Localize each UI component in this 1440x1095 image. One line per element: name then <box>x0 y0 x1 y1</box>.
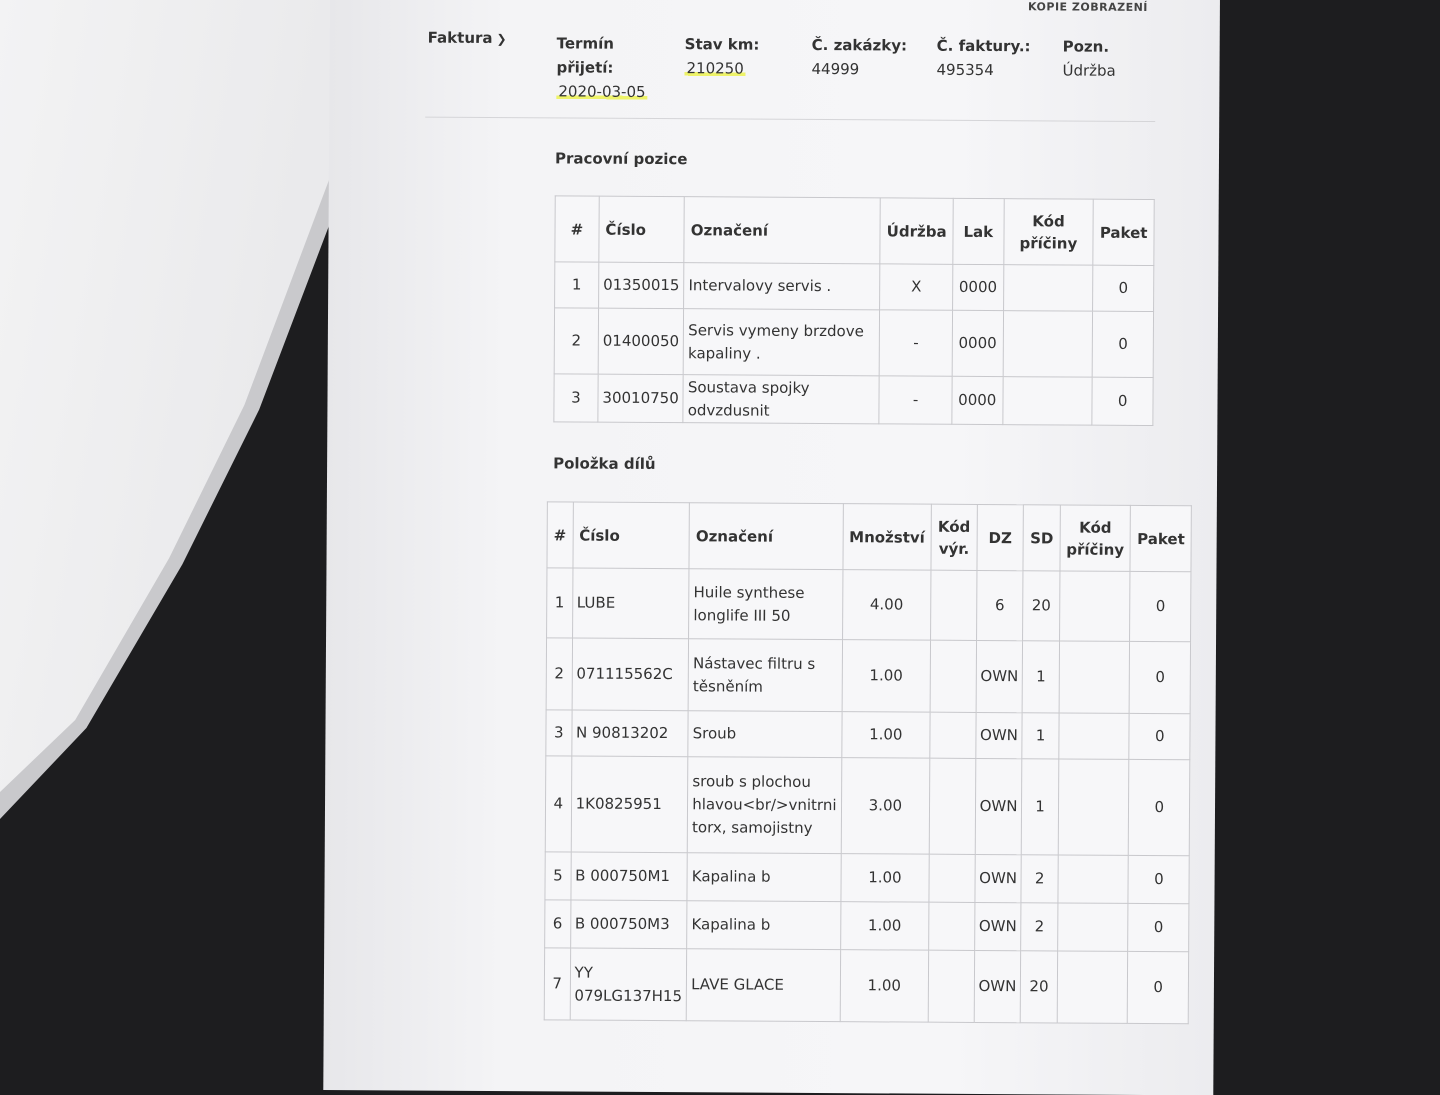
cell-kod-priciny <box>1059 641 1130 713</box>
cell-mnozstvi: 1.00 <box>840 854 929 903</box>
cell-paket: 0 <box>1129 759 1190 855</box>
table-row <box>545 852 1189 904</box>
parts-title: Položka dílů <box>553 454 656 473</box>
cell-number: 5 <box>545 852 571 900</box>
cell-oznaceni: Kapalina b <box>687 901 841 950</box>
cell-dz: 6 <box>976 570 1023 640</box>
col-header: Kód výr. <box>931 504 977 570</box>
cell-mnozstvi: 1.00 <box>840 902 929 951</box>
col-header: Číslo <box>573 502 690 569</box>
col-header: # <box>547 502 573 568</box>
cell-kod-vyr <box>930 712 976 758</box>
cell-lak: 0000 <box>952 310 1003 376</box>
cell-paket: 0 <box>1129 713 1190 759</box>
table-row <box>554 374 1153 426</box>
cell-sd: 20 <box>1021 951 1058 1023</box>
cell-cislo: 1K0825951 <box>571 756 688 853</box>
cell-kod-priciny <box>1057 903 1128 951</box>
table-row <box>545 756 1190 856</box>
table-header-row <box>547 502 1192 572</box>
cell-kod-vyr <box>929 902 975 950</box>
field-label: Termín přijetí: <box>556 34 614 77</box>
col-header: Množství <box>842 504 931 571</box>
cell-sd: 1 <box>1022 759 1059 855</box>
cell-oznaceni: Intervalovy servis . <box>684 263 880 310</box>
cell-dz: OWN <box>974 902 1021 950</box>
cell-paket: 0 <box>1128 903 1189 951</box>
cell-udrzba: X <box>880 264 953 310</box>
cell-udrzba: - <box>879 376 952 424</box>
faktura-label: Faktura <box>427 28 493 47</box>
field-label: Pozn. <box>1062 37 1110 56</box>
field-cislo-zakazky <box>811 33 921 82</box>
cell-number: 2 <box>546 638 572 710</box>
cell-mnozstvi: 1.00 <box>842 640 931 713</box>
cell-sd: 1 <box>1022 713 1059 759</box>
col-header: Údržba <box>880 198 953 264</box>
field-label: Č. zakázky: <box>811 35 908 55</box>
field-value: 495354 <box>936 60 994 80</box>
cell-cislo: B 000750M3 <box>570 900 687 949</box>
cell-number: 1 <box>555 262 599 308</box>
cell-kod-priciny <box>1057 951 1128 1023</box>
cell-paket: 0 <box>1128 855 1189 903</box>
cell-dz: OWN <box>976 640 1023 712</box>
cell-kod-vyr <box>930 640 976 712</box>
copy-label: KOPIE ZOBRAZENÍ <box>1027 0 1148 14</box>
col-header: DZ <box>977 504 1024 570</box>
field-termin-prijeti <box>556 31 666 104</box>
faktura-toggle[interactable] <box>428 29 507 47</box>
cell-kod-priciny <box>1003 265 1093 312</box>
invoice-page <box>323 0 1220 1095</box>
cell-cislo: N 90813202 <box>571 710 688 757</box>
cell-kod-vyr <box>931 570 977 640</box>
cell-cislo: YY 079LG137H15 <box>570 948 687 1021</box>
cell-dz: OWN <box>974 950 1021 1022</box>
cell-sd: 20 <box>1023 571 1060 641</box>
cell-paket: 0 <box>1128 951 1189 1023</box>
field-cislo-faktury <box>936 34 1046 83</box>
cell-kod-priciny <box>1058 759 1129 855</box>
cell-cislo: 01400050 <box>598 308 684 375</box>
table-row <box>544 948 1189 1024</box>
cell-number: 2 <box>554 308 598 374</box>
field-value: Údržba <box>1062 61 1116 80</box>
col-header: SD <box>1023 505 1060 571</box>
cell-lak: 0000 <box>953 264 1004 310</box>
cell-dz: OWN <box>975 758 1022 854</box>
col-header: Paket <box>1130 505 1191 571</box>
col-header: Označení <box>689 503 843 570</box>
col-header: Kód příčiny <box>1060 505 1131 571</box>
table-row <box>555 262 1154 312</box>
cell-mnozstvi: 1.00 <box>841 712 930 759</box>
cell-number: 1 <box>547 568 573 638</box>
cell-kod-priciny <box>1002 377 1092 426</box>
col-header: Paket <box>1093 199 1154 265</box>
cell-number: 3 <box>554 374 598 422</box>
cell-sd: 2 <box>1021 855 1058 903</box>
cell-kod-vyr <box>929 854 975 902</box>
field-label: Stav km: <box>684 35 760 54</box>
cell-oznaceni: Huile synthese longlife III 50 <box>689 569 843 640</box>
cell-udrzba: - <box>879 310 952 376</box>
col-header: Kód příčiny <box>1003 199 1093 266</box>
cell-paket: 0 <box>1130 641 1191 713</box>
cell-number: 7 <box>544 948 570 1020</box>
table-row <box>545 900 1189 952</box>
cell-kod-vyr <box>928 950 974 1022</box>
cell-oznaceni: sroub s plochou hlavou<br/>vnitrni torx, samojistny <box>687 757 841 854</box>
table-row <box>547 568 1192 642</box>
cell-kod-vyr <box>929 758 975 854</box>
cell-oznaceni: Sroub <box>688 711 842 758</box>
col-header: # <box>555 196 599 262</box>
cell-kod-priciny <box>1059 713 1130 759</box>
cell-oznaceni: Kapalina b <box>687 853 841 902</box>
cell-paket: 0 <box>1130 571 1191 641</box>
cell-paket: 0 <box>1093 265 1154 311</box>
cell-kod-priciny <box>1003 311 1093 378</box>
cell-dz: OWN <box>975 854 1022 902</box>
field-value: 44999 <box>811 59 860 79</box>
field-value: 2020-03-05 <box>558 82 646 101</box>
table-header-row <box>555 196 1154 266</box>
work-positions-title: Pracovní pozice <box>554 149 688 169</box>
cell-paket: 0 <box>1092 311 1153 377</box>
cell-sd: 1 <box>1023 641 1060 713</box>
cell-sd: 2 <box>1021 903 1058 951</box>
col-header: Číslo <box>599 196 685 263</box>
cell-number: 3 <box>546 710 572 756</box>
field-poznamka <box>1062 34 1162 83</box>
cell-oznaceni: LAVE GLACE <box>686 949 840 1022</box>
parts-table <box>544 501 1192 1024</box>
cell-oznaceni: Soustava spojky odvzdusnit <box>683 375 879 424</box>
cell-cislo: B 000750M1 <box>571 852 688 901</box>
divider <box>425 117 1155 122</box>
cell-cislo: 30010750 <box>598 374 684 423</box>
col-header: Lak <box>953 198 1004 264</box>
cell-mnozstvi: 4.00 <box>842 570 931 641</box>
field-label: Č. faktury.: <box>936 36 1031 56</box>
cell-cislo: 071115562C <box>572 638 689 711</box>
cell-cislo: LUBE <box>572 568 689 639</box>
cell-kod-priciny <box>1058 855 1129 903</box>
table-row <box>546 638 1191 714</box>
cell-paket: 0 <box>1092 377 1153 425</box>
table-row <box>554 308 1153 378</box>
cell-kod-priciny <box>1059 571 1130 641</box>
cell-mnozstvi: 3.00 <box>841 758 930 855</box>
table-row <box>546 710 1190 760</box>
cell-oznaceni: Servis vymeny brzdove kapaliny . <box>683 309 879 376</box>
cell-number: 6 <box>545 900 571 948</box>
col-header: Označení <box>684 197 880 264</box>
work-positions-table <box>553 195 1154 426</box>
field-stav-km <box>684 32 794 81</box>
cell-mnozstvi: 1.00 <box>840 950 929 1023</box>
cell-lak: 0000 <box>952 376 1003 424</box>
field-value: 210250 <box>686 59 744 78</box>
chevron-down-icon: ❯ <box>496 32 507 47</box>
cell-number: 4 <box>545 756 571 852</box>
cell-dz: OWN <box>975 712 1022 758</box>
cell-cislo: 01350015 <box>598 262 684 309</box>
cell-oznaceni: Nástavec filtru s těsněním <box>688 639 842 712</box>
